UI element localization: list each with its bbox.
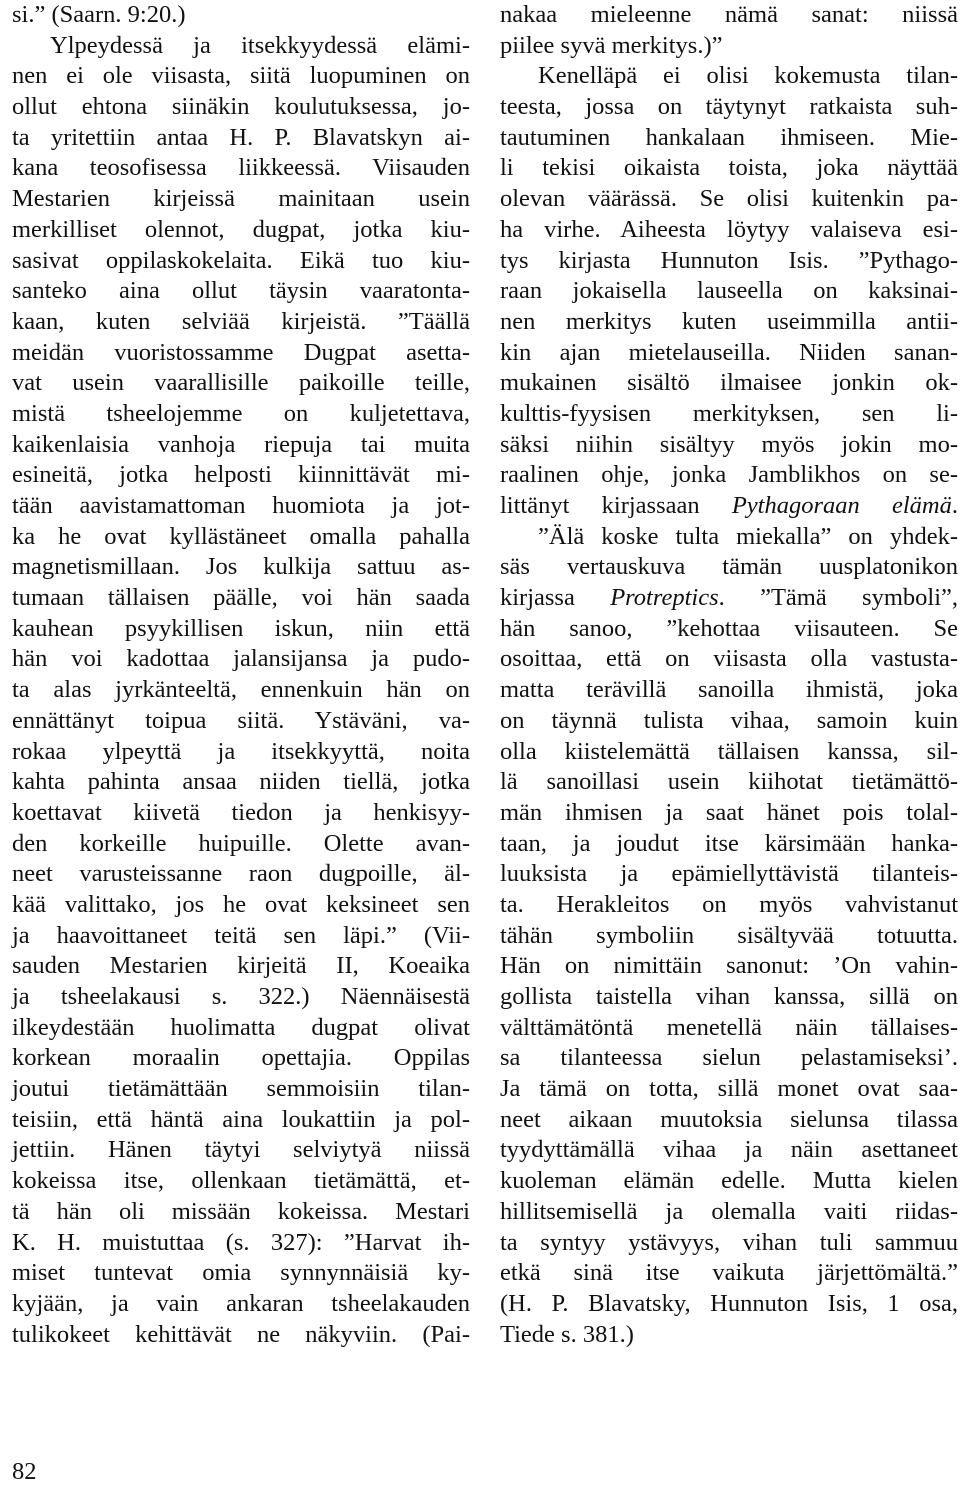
text-line: rokaa ylpeyttä ja itsekkyyttä, noita [12, 737, 470, 765]
text-line: ha virhe. Aiheesta löytyy valaiseva esi- [500, 215, 958, 243]
text-line: kulttis-fyysisen merkityksen, sen li- [500, 399, 958, 427]
text-line: mukainen sisältö ilmaisee jonkin ok- [500, 369, 958, 397]
text-line: nen ei ole viisasta, siitä luopuminen on [12, 62, 470, 90]
text-line: osoittaa, että on viisasta olla vastusta- [500, 645, 958, 673]
text-line: sasivat oppilaskokelaita. Eikä tuo kiu- [12, 246, 470, 274]
text-line: ta syntyy ystävyys, vihan tuli sammuu [500, 1228, 958, 1256]
text-line: piilee syvä merkitys.)” [500, 31, 723, 59]
text-line: hän voi kadottaa jalansijansa ja pudo- [12, 645, 470, 673]
text-line: den korkeille huipuille. Olette avan- [12, 829, 470, 857]
text-line: ollut ehtona siinäkin koulutuksessa, jo- [12, 93, 470, 121]
text-line: kuoleman elämän edelle. Mutta kielen [500, 1167, 958, 1195]
text-line: olla kiistelemättä tällaisen kanssa, sil- [500, 737, 958, 765]
text-line: teesta, jossa on täytynyt ratkaista suh- [500, 93, 958, 121]
text-line: on täynnä tulista vihaa, samoin kuin [500, 706, 958, 734]
text-line: merkilliset olennot, dugpat, jotka kiu- [12, 215, 470, 243]
text-line: ta alas jyrkänteeltä, ennenkuin hän on [12, 676, 470, 704]
text-line: neet varusteissanne raon dugpoille, äl- [12, 860, 470, 888]
text-line: santeko aina ollut täysin vaaratonta- [12, 277, 470, 305]
text-line: ta yritettiin antaa H. P. Blavatskyn ai- [12, 123, 470, 151]
text-line: magnetismillaan. Jos kulkija sattuu as- [12, 553, 470, 581]
text-line: gollista taistella vihan kanssa, sillä on [500, 983, 958, 1010]
text-line: Ja tämä on totta, sillä monet ovat saa- [500, 1075, 958, 1103]
text-line: Tiede s. 381.) [500, 1320, 634, 1348]
text-line: kaikenlaisia vanhoja riepuja tai muita [12, 430, 470, 458]
text-line: olevan väärässä. Se olisi kuitenkin pa- [500, 185, 958, 213]
text-line: korkean moraalin opettajia. Oppilas [12, 1044, 470, 1072]
text-line: kirjassa Protreptics. ”Tämä symboli”, [500, 584, 959, 612]
text-line: ja haavoittaneet teitä sen läpi.” (Vii- [12, 921, 470, 949]
text-line: meidän vuoristossamme Dugpat asetta- [12, 338, 470, 366]
text-line: sauden Mestarien kirjeitä II, Koeaika [12, 952, 470, 980]
text-line: matta terävillä sanoilla ihmistä, joka [500, 676, 958, 704]
text-line: nakaa mieleenne nämä sanat: niissä [500, 1, 958, 28]
text-line: hän sanoo, ”kehottaa viisauteen. Se [500, 614, 958, 642]
text-line: välttämätöntä menetellä näin tällaises- [500, 1013, 958, 1041]
text-line: kyjään, ja vain ankaran tsheelakauden [12, 1289, 470, 1317]
text-line: Mestarien kirjeissä mainitaan usein [12, 185, 470, 213]
text-line: sa tilanteessa sielun pelastamiseksi’. [500, 1044, 958, 1072]
page-number: 82 [12, 1458, 37, 1485]
text-line: raalinen ohje, jonka Jamblikhos on se- [500, 461, 958, 489]
text-line: littänyt kirjassaan Pythagoraan elämä. [500, 492, 959, 519]
italic-title: Pythagoraan elämä [731, 492, 952, 519]
text-line: tumaan tällaisen päälle, voi hän saada [12, 584, 470, 612]
text-line: esineitä, jotka helposti kiinnittävät mi- [12, 461, 470, 489]
right-column [500, 0, 958, 1350]
text-line: nen merkitys kuten useimmilla antii- [500, 307, 958, 335]
text-line: män ihmisen ja saat hänet pois tolal- [500, 798, 958, 826]
text-line: ta. Herakleitos on myös vahvistanut [500, 890, 958, 918]
text-line: ennättänyt toipua siitä. Ystäväni, va- [12, 706, 470, 734]
text-line: kokeissa itse, ollenkaan tietämättä, et- [12, 1167, 470, 1195]
text-line: tulikokeet kehittävät ne näkyviin. (Pai- [12, 1320, 470, 1348]
text-line: ”Älä koske tulta miekalla” on yhdek- [538, 522, 958, 550]
text-line: K. H. muistuttaa (s. 327): ”Harvat ih- [12, 1228, 470, 1256]
text-line: raan jokaisella lauseella on kaksinai- [500, 277, 958, 305]
text-line: lä sanoillasi usein kiihotat tietämättö- [500, 768, 958, 796]
text-line: miset tuntevat omia synnynnäisiä ky- [12, 1259, 470, 1287]
text-line: Kenelläpä ei olisi kokemusta tilan- [538, 62, 958, 90]
text-line: koettavat kiivetä tiedon ja henkisyy- [12, 798, 470, 826]
text-line: taan, ja joudut itse kärsimään hanka- [500, 829, 958, 857]
text-line: etkä sinä itse vaikuta järjettömältä.” [500, 1259, 958, 1287]
text-line: Hän on nimittäin sanonut: ’On vahin- [500, 952, 958, 980]
text-line: Ylpeydessä ja itsekkyydessä elämi- [50, 31, 470, 59]
text-line: tä hän oli missään kokeissa. Mestari [12, 1197, 470, 1225]
text-line: tään aavistamattoman huomiota ja jot- [12, 492, 470, 519]
text-line: säksi niihin sisältyy myös jokin mo- [500, 430, 958, 458]
text-line: tautuminen hankalaan ihmiseen. Mie- [500, 123, 958, 151]
text-line: kauhean psyykillisen iskun, niin että [12, 614, 470, 642]
text-line: vat usein vaarallisille paikoille teille, [12, 369, 470, 397]
text-line: jettiin. Hänen täytyi selviytyä niissä [12, 1136, 470, 1164]
text-line: tyydyttämällä vihaa ja näin asettaneet [500, 1136, 958, 1164]
text-line: mistä tsheelojemme on kuljetettava, [12, 399, 470, 427]
text-line: tys kirjasta Hunnuton Isis. ”Pythago- [500, 246, 958, 274]
text-line: joutui tietämättään semmoisiin tilan- [12, 1075, 470, 1103]
text-line: tähän symboliin sisältyvää totuutta. [500, 921, 958, 949]
text-line: kahta pahinta ansaa niiden tiellä, jotka [12, 768, 470, 796]
italic-title: Protreptics [610, 584, 719, 612]
text-line: kana teosofisessa liikkeessä. Viisauden [12, 154, 470, 182]
text-line: si.” (Saarn. 9:20.) [12, 1, 186, 28]
text-line: neet aikaan muutoksia sielunsa tilassa [500, 1105, 958, 1133]
text-line: teisiin, että häntä aina loukattiin ja pol- [12, 1105, 470, 1133]
text-line: kää valittako, jos he ovat keksineet sen [12, 890, 470, 918]
text-line: kaan, kuten selviää kirjeistä. ”Täällä [12, 307, 470, 335]
text-line: (H. P. Blavatsky, Hunnuton Isis, 1 osa, [500, 1289, 958, 1317]
text-line: li tekisi oikaista toista, joka näyttää [500, 154, 958, 182]
text-line: hillitsemisellä ja olemalla vaiti riidas- [500, 1197, 958, 1225]
left-column [12, 0, 470, 1350]
text-line: säs vertauskuva tämän uusplatonikon [500, 553, 958, 581]
text-line: luuksista ja epämiellyttävistä tilanteis- [500, 860, 958, 888]
text-line: ilkeydestään huolimatta dugpat olivat [12, 1013, 470, 1041]
text-line: ja tsheelakausi s. 322.) Näennäisestä [12, 983, 470, 1010]
text-line: kin ajan mietelauseilla. Niiden sanan- [500, 338, 958, 366]
text-line: ka he ovat kyllästäneet omalla pahalla [12, 522, 470, 550]
